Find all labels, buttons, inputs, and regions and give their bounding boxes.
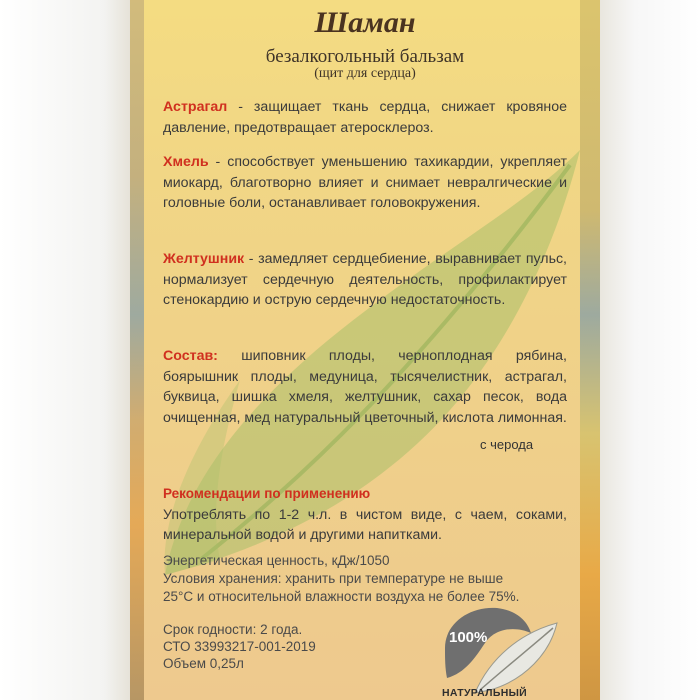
ingredient-description: - способствует уменьшению тахикардии, укрепляет миокард, благотворно влияет и снимает невралгические и головные боли, останавливает головокружения. bbox=[163, 154, 567, 211]
standard-number: СТО 33993217-001-2019 bbox=[163, 639, 316, 654]
ingredient-paragraph bbox=[163, 249, 567, 311]
recommendations-text: Употреблять по 1-2 ч.л. в чистом виде, с чаем, соками, минеральной водой и другими напитками. bbox=[163, 506, 567, 543]
storage-line-2: 25°С и относительной влажности воздуха не более 75%. bbox=[163, 589, 520, 604]
background-right bbox=[600, 0, 700, 700]
ingredient-description: - защищает ткань сердца, снижает кровяное давление, предотвращает атеросклероз. bbox=[163, 99, 567, 136]
ingredient-name: Хмель bbox=[163, 154, 209, 170]
ingredient-description: - замедляет сердцебиение, выравнивает пульс, нормализует сердечную деятельность, профилактирует стенокардию и острую сердечную недостаточность. bbox=[163, 251, 567, 308]
product-title: Шаман bbox=[314, 6, 416, 39]
composition-text: шиповник плоды, черноплодная рябина, боярышник плоды, медуница, тысячелистник, астрагал, буквица, шишка хмеля, желтушник, сахар песок, вода очищенная, мед натуральный цветочный, кислота лимонная. bbox=[163, 348, 567, 426]
ingredient-name: Желтушник bbox=[163, 251, 245, 267]
natural-badge-icon bbox=[435, 598, 560, 700]
product-subtitle-note: (щит для сердца) bbox=[314, 66, 416, 81]
background-left bbox=[0, 0, 130, 700]
storage-line-1: Условия хранения: хранить при температуре не выше bbox=[163, 571, 504, 586]
composition-paragraph bbox=[163, 346, 567, 428]
badge-percent: 100% bbox=[449, 629, 488, 646]
shelf-life: Срок годности: 2 года. bbox=[163, 622, 303, 637]
energy-value: Энергетическая ценность, кДж/1050 bbox=[163, 553, 390, 568]
recommendations-title: Рекомендации по применению bbox=[163, 486, 371, 501]
ingredient-paragraph bbox=[163, 97, 567, 138]
product-box-panel bbox=[130, 0, 600, 700]
composition-label: Состав: bbox=[163, 348, 218, 364]
product-subtitle: безалкогольный бальзам bbox=[265, 46, 465, 67]
ingredient-name: Астрагал bbox=[163, 99, 228, 115]
badge-label: НАТУРАЛЬНЫЙ bbox=[442, 687, 528, 699]
recommendations-block bbox=[163, 484, 567, 546]
ingredient-paragraph bbox=[163, 152, 567, 214]
handwritten-note: с черода bbox=[480, 437, 534, 452]
volume: Объем 0,25л bbox=[163, 656, 244, 671]
